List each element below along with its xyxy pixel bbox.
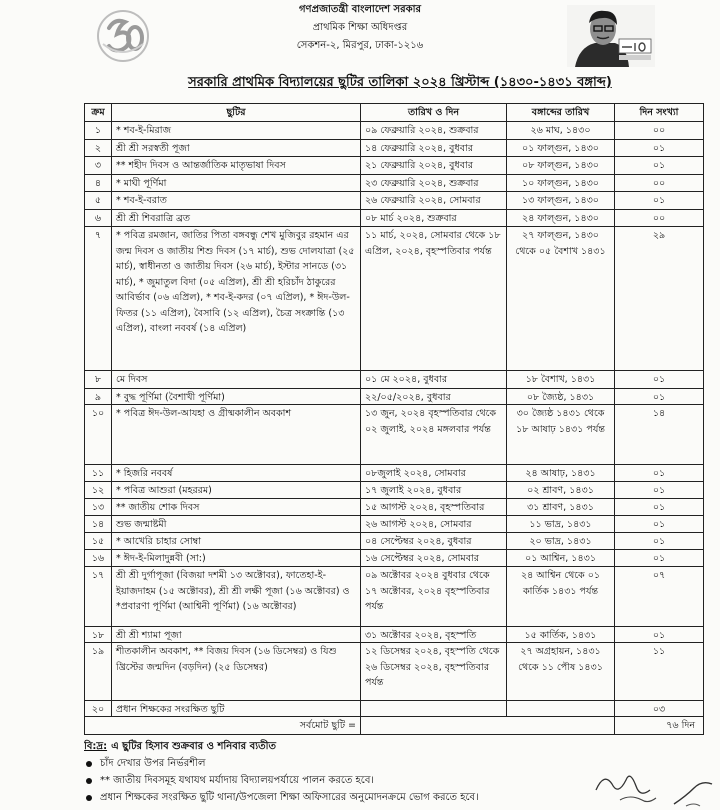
row-14-serial: ১৪ <box>85 516 112 533</box>
page-title: সরকারি প্রাথমিক বিদ্যালয়ের ছুটির তালিকা ২০২৪ খ্রিস্টাব্দ (১৪৩০-১৪৩১ বঙ্গাব্দ) <box>188 75 612 90</box>
holiday-table <box>84 103 704 735</box>
row-10-date: ১৩ জুন, ২০২৪ বৃহস্পতিবার থেকে ০২ জুলাই, ২০২৪ মঙ্গলবার পর্যন্ত <box>361 405 507 465</box>
row-16-bangla-date: ০১ আশ্বিন, ১৪৩১ <box>507 550 615 567</box>
column-header-date: তারিখ ও দিন <box>361 104 507 122</box>
row-6-days: ০০ <box>615 210 704 228</box>
row-12-serial: ১২ <box>85 482 112 499</box>
row-6-holiday: শ্রী শ্রী শিবরাত্রি ব্রত <box>112 210 361 228</box>
column-header-serial: ক্রম <box>85 104 112 122</box>
row-16-holiday: * ঈদ-ই-মিলাদুন্নবী (সা:) <box>112 550 361 567</box>
row-3-holiday: ** শহীদ দিবস ও আন্তর্জাতিক মাতৃভাষা দিবস <box>112 157 361 175</box>
row-18-days: ০১ <box>615 627 704 643</box>
row-18-date: ৩১ অক্টোবর ২০২৪, বৃহস্পতি <box>361 627 507 643</box>
column-header-days: দিন সংখ্যা <box>615 104 704 122</box>
row-10-serial: ১০ <box>85 405 112 465</box>
row-6-serial: ৬ <box>85 210 112 228</box>
row-2-date: ১৪ ফেব্রুয়ারি ২০২৪, বুধবার <box>361 140 507 158</box>
row-9-date: ২২/০৫/২০২৪, বুধবার <box>361 389 507 405</box>
row-18-serial: ১৮ <box>85 627 112 643</box>
total-blank-cell <box>361 717 615 735</box>
row-5-serial: ৫ <box>85 192 112 210</box>
row-10-days: ১৪ <box>615 405 704 465</box>
row-7-holiday: * পবিত্র রমজান, জাতির পিতা বঙ্গবন্ধু শেখ মুজিবুর রহমান এর জন্ম দিবস ও জাতীয় শিশু দিবস (১৭ মার্চ), শুভ দোলযাত্রা (২৫ মার্চ), স্বাধীনতা ও জাতীয় দিবস (২৬ মার্চ), ইস্টার সানডে (৩১ মার্চ), * জুমাতুল বিদা (০৫ এপ্রিল), শ্রী শ্রী হরিচাঁদ ঠাকুরের আবির্ভাব (০৬ এপ্রিল), * শব-ই-কদর (০৭ এপ্রিল), * ঈদ-উল-ফিতর (১১ এপ্রিল), বৈসাবি (১২ এপ্রিল), চৈত্র সংক্রান্তি (১৩ এপ্রিল), বাংলা নববর্ষ (১৪ এপ্রিল) <box>112 227 361 371</box>
row-8-days: ০১ <box>615 371 704 389</box>
row-4-days: ০০ <box>615 175 704 193</box>
row-7-date: ১১ মার্চ, ২০২৪, সোমবার থেকে ১৮ এপ্রিল, ২০২৪, বৃহস্পতিবার পর্যন্ত <box>361 227 507 371</box>
row-17-date: ০৯ অক্টোবর ২০২৪ বুধবার থেকে ১৭ অক্টোবর, ২০২৪ বৃহস্পতিবার পর্যন্ত <box>361 567 507 627</box>
notes-heading-text: এ ছুটির হিসাব শুক্রবার ও শনিবার ব্যতীত <box>111 741 276 752</box>
row-12-holiday: * পবিত্র আশুরা (মহররম) <box>112 482 361 499</box>
row-4-holiday: * মাঘী পূর্ণিমা <box>112 175 361 193</box>
row-2-days: ০১ <box>615 140 704 158</box>
row-7-days: ২৯ <box>615 227 704 371</box>
row-17-bangla-date: ২৪ আশ্বিন থেকে ০১ কার্তিক ১৪৩১ পর্যন্ত <box>507 567 615 627</box>
row-13-date: ১৫ আগস্ট ২০২৪, বৃহস্পতিবার <box>361 499 507 516</box>
department-name: প্রাথমিক শিক্ষা অধিদপ্তর <box>312 22 408 33</box>
row-9-bangla-date: ০৮ জ্যৈষ্ঠ, ১৪৩১ <box>507 389 615 405</box>
note-text: ** জাতীয় দিবসমূহ যথাযথ মর্যাদায় বিদ্যালয়পর্যায়ে পালন করতে হবে। <box>100 775 374 786</box>
row-20-bangla-date <box>507 701 615 717</box>
notes-label: বি:দ্র: <box>84 741 108 752</box>
note-item <box>84 789 644 806</box>
row-8-serial: ৮ <box>85 371 112 389</box>
government-name: গণপ্রজাতন্ত্রী বাংলাদেশ সরকার <box>299 4 421 15</box>
row-14-date: ২৬ আগস্ট ২০২৪, সোমবার <box>361 516 507 533</box>
row-4-bangla-date: ১০ ফাল্গুন, ১৪৩০ <box>507 175 615 193</box>
row-8-holiday: মে দিবস <box>112 371 361 389</box>
row-2-holiday: শ্রী শ্রী সরস্বতী পূজা <box>112 140 361 158</box>
bullet-icon <box>86 778 92 784</box>
row-5-date: ২৬ ফেব্রুয়ারি ২০২৪, সোমবার <box>361 192 507 210</box>
row-16-days: ০১ <box>615 550 704 567</box>
total-value: ৭৬ দিন <box>615 717 704 735</box>
row-16-date: ১৬ সেপ্টেম্বর ২০২৪, সোমবার <box>361 550 507 567</box>
note-text: চাঁদ দেখার উপর নির্ভরশীল <box>100 758 206 769</box>
row-7-serial: ৭ <box>85 227 112 371</box>
office-address: সেকশন-২, মিরপুর, ঢাকা-১২১৬ <box>296 40 424 51</box>
row-3-serial: ৩ <box>85 157 112 175</box>
row-14-holiday: শুভ জন্মাষ্টমী <box>112 516 361 533</box>
row-13-bangla-date: ৩১ শ্রাবণ, ১৪৩১ <box>507 499 615 516</box>
row-13-holiday: ** জাতীয় শোক দিবস <box>112 499 361 516</box>
row-1-date: ০৯ ফেব্রুয়ারি ২০২৪, শুক্রবার <box>361 122 507 140</box>
row-10-holiday: * পবিত্র ঈদ-উল-আযহা ও গ্রীষ্মকালীন অবকাশ <box>112 405 361 465</box>
row-14-days: ০১ <box>615 516 704 533</box>
note-item <box>84 755 644 772</box>
row-1-serial: ১ <box>85 122 112 140</box>
row-17-serial: ১৭ <box>85 567 112 627</box>
row-19-days: ১১ <box>615 643 704 701</box>
row-16-serial: ১৬ <box>85 550 112 567</box>
row-12-bangla-date: ০২ শ্রাবণ, ১৪৩১ <box>507 482 615 499</box>
bullet-icon <box>86 761 92 767</box>
row-20-holiday: প্রধান শিক্ষকের সংরক্ষিত ছুটি <box>112 701 361 717</box>
row-17-holiday: শ্রী শ্রী দুর্গাপূজা (বিজয়া দশমী ১৩ অক্টোবর), ফাতেহা-ই-ইয়াজদাহম (১৫ অক্টোবর), শ্রী শ্রী লক্ষী পূজা (১৬ অক্টোবর) ও *প্রবারণা পূর্ণিমা (আশ্বিনী পূর্ণিমা) (১৬ অক্টোবর) <box>112 567 361 627</box>
row-4-serial: ৪ <box>85 175 112 193</box>
row-9-serial: ৯ <box>85 389 112 405</box>
row-1-days: ০০ <box>615 122 704 140</box>
row-13-days: ০১ <box>615 499 704 516</box>
row-20-serial: ২০ <box>85 701 112 717</box>
row-17-days: ০৭ <box>615 567 704 627</box>
row-9-holiday: * বুদ্ধ পূর্ণিমা (বৈশাখী পূর্ণিমা) <box>112 389 361 405</box>
row-19-date: ১২ ডিসেম্বর ২০২৪, বৃহস্পতি থেকে ২৬ ডিসেম্বর ২০২৪, বৃহস্পতিবার পর্যন্ত <box>361 643 507 701</box>
row-15-bangla-date: ২০ ভাদ্র, ১৪৩১ <box>507 533 615 550</box>
row-11-date: ০৮জুলাই ২০২৪, সোমবার <box>361 465 507 482</box>
note-item <box>84 772 644 789</box>
row-3-bangla-date: ০৮ ফাল্গুন, ১৪৩০ <box>507 157 615 175</box>
notes-heading <box>84 738 644 755</box>
row-11-serial: ১১ <box>85 465 112 482</box>
row-15-date: ০৪ সেপ্টেম্বর ২০২৪, বুধবার <box>361 533 507 550</box>
row-1-bangla-date: ২৬ মাঘ, ১৪৩০ <box>507 122 615 140</box>
note-text: প্রধান শিক্ষকের সংরক্ষিত ছুটি থানা/উপজেলা শিক্ষা অফিসারের অনুমোদনক্রমে ভোগ করতে হবে। <box>100 792 479 803</box>
row-20-date <box>361 701 507 717</box>
row-15-holiday: * আখেরি চাহার সোম্বা <box>112 533 361 550</box>
row-7-bangla-date: ২৭ ফাল্গুন, ১৪৩০ থেকে ০৫ বৈশাখ ১৪৩১ <box>507 227 615 371</box>
row-10-bangla-date: ৩০ জ্যৈষ্ঠ ১৪৩১ থেকে ১৮ আষাঢ় ১৪৩১ পর্যন্ত <box>507 405 615 465</box>
row-1-holiday: * শব-ই-মিরাজ <box>112 122 361 140</box>
bullet-icon <box>86 795 92 801</box>
row-11-days: ০১ <box>615 465 704 482</box>
column-header-bangla-date: বঙ্গাব্দের তারিখ <box>507 104 615 122</box>
row-15-serial: ১৫ <box>85 533 112 550</box>
column-header-holiday: ছুটির <box>112 104 361 122</box>
row-2-bangla-date: ০১ ফাল্গুন, ১৪৩০ <box>507 140 615 158</box>
row-4-date: ২৩ ফেব্রুয়ারি ২০২৪, শুক্রবার <box>361 175 507 193</box>
row-14-bangla-date: ১১ ভাদ্র, ১৪৩১ <box>507 516 615 533</box>
row-5-bangla-date: ১৩ ফাল্গুন, ১৪৩০ <box>507 192 615 210</box>
notes-section <box>84 738 644 806</box>
row-3-days: ০১ <box>615 157 704 175</box>
row-18-bangla-date: ১৫ কার্তিক, ১৪৩১ <box>507 627 615 643</box>
row-6-bangla-date: ২৪ ফাল্গুন, ১৪৩০ <box>507 210 615 228</box>
row-18-holiday: শ্রী শ্রী শ্যামা পূজা <box>112 627 361 643</box>
signature <box>590 750 715 808</box>
total-label: সর্বমোট ছুটি = <box>85 717 361 735</box>
row-11-bangla-date: ২৪ আষাঢ়, ১৪৩১ <box>507 465 615 482</box>
row-6-date: ০৮ মার্চ ২০২৪, শুক্রবার <box>361 210 507 228</box>
row-11-holiday: * হিজরি নববর্ষ <box>112 465 361 482</box>
row-19-holiday: শীতকালীন অবকাশ, ** বিজয় দিবস (১৬ ডিসেম্বর) ও যিশু খ্রিস্টের জন্মদিন (বড়দিন) (২৫ ডিসেম্বর) <box>112 643 361 701</box>
row-12-days: ০১ <box>615 482 704 499</box>
row-3-date: ২১ ফেব্রুয়ারি ২০২৪, বুধবার <box>361 157 507 175</box>
row-15-days: ০১ <box>615 533 704 550</box>
row-9-days: ০১ <box>615 389 704 405</box>
row-12-date: ১৭ জুলাই ২০২৪, বুধবার <box>361 482 507 499</box>
row-8-bangla-date: ১৮ বৈশাখ, ১৪৩১ <box>507 371 615 389</box>
row-13-serial: ১৩ <box>85 499 112 516</box>
row-2-serial: ২ <box>85 140 112 158</box>
row-5-days: ০১ <box>615 192 704 210</box>
row-19-serial: ১৯ <box>85 643 112 701</box>
row-19-bangla-date: ২৭ অগ্রহায়ন, ১৪৩১ থেকে ১১ পৌষ ১৪৩১ <box>507 643 615 701</box>
row-20-days: ০৩ <box>615 701 704 717</box>
row-8-date: ০১ মে ২০২৪, বুধবার <box>361 371 507 389</box>
row-5-holiday: * শব-ই-বরাত <box>112 192 361 210</box>
